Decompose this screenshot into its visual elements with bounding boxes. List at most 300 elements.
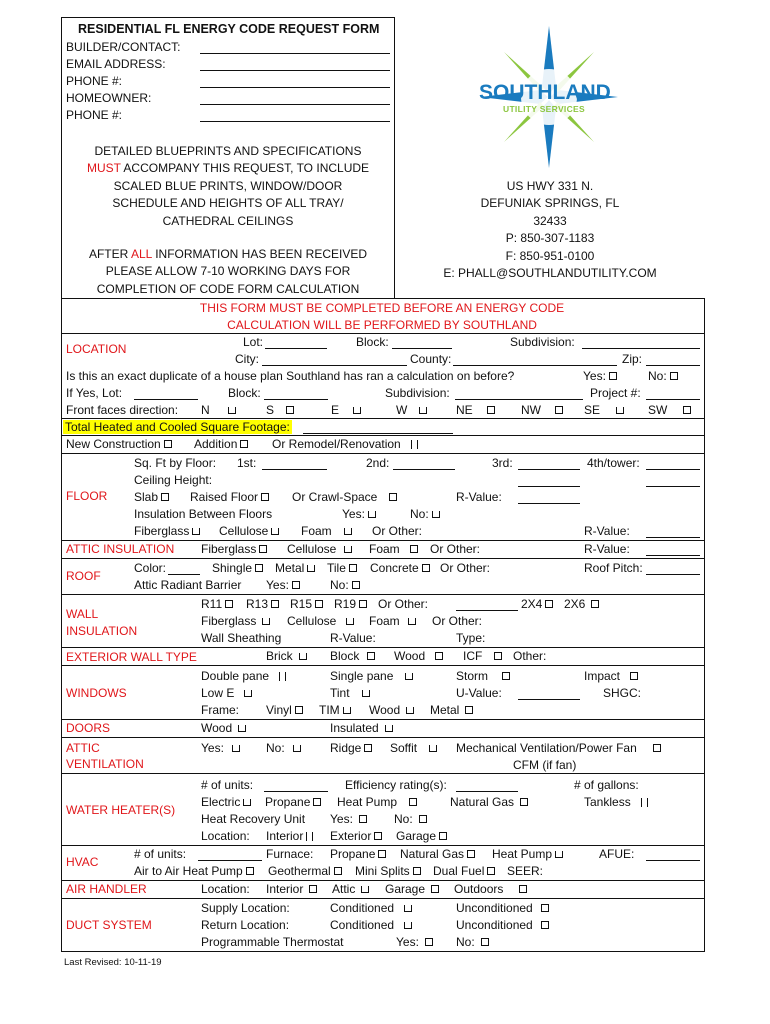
ext-wood[interactable]: Wood xyxy=(394,649,443,663)
divider xyxy=(61,773,705,774)
attic-ventilation-label: ATTIC VENTILATION xyxy=(66,741,144,771)
checkbox-icon[interactable] xyxy=(487,406,495,414)
hvac-geothermal[interactable]: Geothermal xyxy=(268,864,342,878)
wh-location-label: Location: xyxy=(201,829,250,843)
checkbox-icon[interactable] xyxy=(502,672,510,680)
hvac-label: HVAC xyxy=(66,855,99,869)
divider xyxy=(61,418,705,419)
logo-wordmark: SOUTHLAND xyxy=(479,81,611,104)
hvac-afue-field[interactable] xyxy=(646,847,700,861)
vent-cfm-label: CFM (if fan) xyxy=(513,758,577,772)
duct-supply-unconditioned[interactable]: Unconditioned xyxy=(456,901,549,915)
checkbox-icon[interactable] xyxy=(359,815,367,823)
dir-w[interactable]: W xyxy=(396,403,427,417)
attic-cellulose[interactable]: Cellulose xyxy=(287,542,352,556)
checkbox-icon[interactable] xyxy=(225,600,233,608)
checkbox-icon[interactable] xyxy=(683,406,691,414)
slab-option[interactable]: Slab xyxy=(134,490,169,504)
win-single[interactable]: Single pane xyxy=(330,669,413,683)
checkbox-icon[interactable] xyxy=(439,832,447,840)
duct-supply-conditioned[interactable]: Conditioned xyxy=(330,901,412,915)
wall-foam[interactable]: Foam xyxy=(369,614,416,628)
checkbox-icon[interactable] xyxy=(344,528,352,535)
win-vinyl[interactable]: Vinyl xyxy=(266,703,303,717)
attic-rvalue-label: R-Value: xyxy=(584,542,630,556)
checkbox-icon[interactable] xyxy=(361,886,369,893)
hvac-dual-fuel[interactable]: Dual Fuel xyxy=(433,864,495,878)
floor-other-label: Or Other: xyxy=(372,524,423,538)
subdivision-field[interactable] xyxy=(582,335,700,349)
wh-units-field[interactable] xyxy=(264,778,328,792)
checkbox-icon[interactable] xyxy=(591,600,599,608)
checkbox-icon[interactable] xyxy=(299,653,307,660)
remodel-option[interactable]: Or Remodel/Renovation xyxy=(272,437,418,451)
wall-type-label: Type: xyxy=(456,631,486,645)
checkbox-icon[interactable] xyxy=(404,905,412,912)
checkbox-icon[interactable] xyxy=(246,867,254,875)
checkbox-icon[interactable] xyxy=(367,652,375,660)
checkbox-icon[interactable] xyxy=(520,798,528,806)
third-floor-label: 3rd: xyxy=(492,456,513,470)
checkbox-icon[interactable] xyxy=(309,885,317,893)
checkbox-icon[interactable] xyxy=(293,745,301,752)
zip-label: Zip: xyxy=(622,352,643,366)
checkbox-icon[interactable] xyxy=(435,652,443,660)
wall-r19[interactable]: R19 xyxy=(334,597,367,611)
duct-return-conditioned[interactable]: Conditioned xyxy=(330,918,412,932)
ceiling-height-field-2[interactable] xyxy=(646,473,700,487)
hvac-units-label: # of units: xyxy=(134,847,187,861)
air-handler-label: AIR HANDLER xyxy=(66,882,147,896)
roof-label: ROOF xyxy=(66,569,101,583)
wh-electric[interactable]: Electric xyxy=(201,795,251,809)
door-insulated[interactable]: Insulated xyxy=(330,721,393,735)
duct-supply-label: Supply Location: xyxy=(201,901,290,915)
hvac-units-field[interactable] xyxy=(198,847,262,861)
first-floor-field[interactable] xyxy=(262,456,327,470)
vent-yes[interactable]: Yes: xyxy=(201,741,240,755)
win-uvalue-field[interactable] xyxy=(518,686,580,700)
roof-color-field[interactable] xyxy=(168,561,200,575)
doors-label: DOORS xyxy=(66,721,111,735)
builder-contact-field[interactable] xyxy=(200,40,390,54)
checkbox-icon[interactable] xyxy=(292,581,300,589)
sqft-by-floor-label: Sq. Ft by Floor: xyxy=(134,456,217,470)
homeowner-field[interactable] xyxy=(200,91,390,105)
hvac-air-to-air[interactable]: Air to Air Heat Pump xyxy=(134,864,254,878)
wh-recovery-yes[interactable]: Yes: xyxy=(330,812,367,826)
windows-label: WINDOWS xyxy=(66,686,127,700)
checkbox-icon[interactable] xyxy=(271,528,279,535)
checkbox-icon[interactable] xyxy=(616,407,624,414)
last-revised: Last Revised: 10-11-19 xyxy=(64,957,162,968)
new-construction-option[interactable]: New Construction xyxy=(66,437,172,451)
dir-n[interactable]: N xyxy=(201,403,236,417)
ceiling-height-field-1[interactable] xyxy=(518,473,580,487)
attic-insulation-label: ATTIC INSULATION xyxy=(66,542,175,556)
divider xyxy=(61,880,705,881)
checkbox-icon[interactable] xyxy=(286,406,294,414)
checkbox-icon[interactable] xyxy=(374,832,382,840)
checkbox-icon[interactable] xyxy=(279,672,286,681)
if-yes-lot-label: If Yes, Lot: xyxy=(66,386,123,400)
checkbox-icon[interactable] xyxy=(670,372,678,380)
checkbox-icon[interactable] xyxy=(467,850,475,858)
wh-natural-gas[interactable]: Natural Gas xyxy=(450,795,528,809)
ext-block[interactable]: Block xyxy=(330,649,375,663)
hvac-seer-label: SEER: xyxy=(507,864,544,878)
roof-other-label: Or Other: xyxy=(440,561,491,575)
checkbox-icon[interactable] xyxy=(362,690,370,697)
phone-label: PHONE #: xyxy=(66,74,123,88)
duplicate-question: Is this an exact duplicate of a house plan Southland has ran a calculation on before? xyxy=(66,369,515,383)
wh-heat-pump[interactable]: Heat Pump xyxy=(337,795,417,809)
if-yes-lot-field[interactable] xyxy=(134,386,198,400)
roof-tile[interactable]: Tile xyxy=(327,561,357,575)
logo-tagline: UTILITY SERVICES xyxy=(503,104,585,114)
vent-soffit[interactable]: Soffit xyxy=(390,741,437,755)
win-double[interactable]: Double pane xyxy=(201,669,286,683)
checkbox-icon[interactable] xyxy=(411,440,418,449)
ext-other-label: Other: xyxy=(513,649,547,663)
roof-color-label: Color: xyxy=(134,561,167,575)
duplicate-no[interactable]: No: xyxy=(648,369,678,383)
dir-e[interactable]: E xyxy=(331,403,361,417)
lot-label: Lot: xyxy=(243,335,264,349)
ah-garage[interactable]: Garage xyxy=(385,882,439,896)
attic-other-label: Or Other: xyxy=(430,542,481,556)
thermostat-label: Programmable Thermostat xyxy=(201,935,344,949)
checkbox-icon[interactable] xyxy=(410,545,418,553)
wh-exterior[interactable]: Exterior xyxy=(330,829,382,843)
wh-garage[interactable]: Garage xyxy=(396,829,447,843)
checkbox-icon[interactable] xyxy=(161,493,169,501)
win-frame-label: Frame: xyxy=(201,703,240,717)
wall-r11[interactable]: R11 xyxy=(201,597,233,611)
water-heater-label: WATER HEATER(S) xyxy=(66,803,176,817)
total-sqft-field[interactable] xyxy=(303,420,453,434)
dir-nw[interactable]: NW xyxy=(521,403,563,417)
checkbox-icon[interactable] xyxy=(313,798,321,806)
checkbox-icon[interactable] xyxy=(271,600,279,608)
wh-tankless[interactable]: Tankless xyxy=(584,795,648,809)
floor-foam[interactable]: Foam xyxy=(301,524,352,538)
checkbox-icon[interactable] xyxy=(487,867,495,875)
if-yes-block-field[interactable] xyxy=(264,386,328,400)
lot-field[interactable] xyxy=(265,335,327,349)
checkbox-icon[interactable] xyxy=(232,745,240,752)
wall-fiberglass[interactable]: Fiberglass xyxy=(201,614,270,628)
duct-return-unconditioned[interactable]: Unconditioned xyxy=(456,918,549,932)
checkbox-icon[interactable] xyxy=(164,440,172,448)
checkbox-icon[interactable] xyxy=(346,618,354,625)
radiant-no[interactable]: No: xyxy=(330,578,360,592)
divider xyxy=(61,665,705,666)
win-wood[interactable]: Wood xyxy=(369,703,414,717)
fourth-floor-field[interactable] xyxy=(646,456,700,470)
roof-metal[interactable]: Metal xyxy=(275,561,315,575)
divider xyxy=(61,540,705,541)
wall-r15[interactable]: R15 xyxy=(290,597,323,611)
win-shgc-label: SHGC: xyxy=(603,686,642,700)
roof-concrete[interactable]: Concrete xyxy=(370,561,430,575)
win-uvalue-label: U-Value: xyxy=(456,686,502,700)
door-wood[interactable]: Wood xyxy=(201,721,246,735)
checkbox-icon[interactable] xyxy=(192,528,200,535)
checkbox-icon[interactable] xyxy=(261,493,269,501)
checkbox-icon[interactable] xyxy=(259,545,267,553)
thermostat-no[interactable]: No: xyxy=(456,935,489,949)
block-label: Block: xyxy=(356,335,389,349)
roof-pitch-label: Roof Pitch: xyxy=(584,561,643,575)
homeowner-phone-field[interactable] xyxy=(200,108,390,122)
wall-other-field[interactable] xyxy=(456,597,518,611)
wh-propane[interactable]: Propane xyxy=(265,795,321,809)
ceiling-height-label: Ceiling Height: xyxy=(134,473,213,487)
hvac-mini-splits[interactable]: Mini Splits xyxy=(355,864,421,878)
total-sqft-label: Total Heated and Cooled Square Footage: xyxy=(65,420,290,434)
vent-mechanical[interactable]: Mechanical Ventilation/Power Fan xyxy=(456,741,661,755)
dir-ne[interactable]: NE xyxy=(456,403,495,417)
divider xyxy=(61,558,705,559)
checkbox-icon[interactable] xyxy=(405,673,413,680)
checkbox-icon[interactable] xyxy=(555,851,563,858)
homeowner-label: HOMEOWNER: xyxy=(66,91,152,105)
checkbox-icon[interactable] xyxy=(228,407,236,414)
wall-other2-label: Or Other: xyxy=(432,614,483,628)
checkbox-icon[interactable] xyxy=(419,815,427,823)
city-label: City: xyxy=(235,352,259,366)
checkbox-icon[interactable] xyxy=(389,493,397,501)
divider xyxy=(61,333,705,334)
checkbox-icon[interactable] xyxy=(429,745,437,752)
win-tim[interactable]: TIM xyxy=(319,703,351,717)
email-field[interactable] xyxy=(200,57,390,71)
checkbox-icon[interactable] xyxy=(352,581,360,589)
insulation-between-yes[interactable]: Yes: xyxy=(342,507,376,521)
win-lowe[interactable]: Low E xyxy=(201,686,252,700)
checkbox-icon[interactable] xyxy=(343,707,351,714)
dir-sw[interactable]: SW xyxy=(648,403,691,417)
front-faces-label: Front faces direction: xyxy=(66,403,179,417)
notice-text: THIS FORM MUST BE COMPLETED BEFORE AN ENERGY CODE CALCULATION WILL BE PERFORMED BY SOUTHLAND xyxy=(199,301,565,332)
wh-units-label: # of units: xyxy=(201,778,254,792)
ah-interior[interactable]: Interior xyxy=(266,882,317,896)
checkbox-icon[interactable] xyxy=(555,406,563,414)
hvac-afue-label: AFUE: xyxy=(599,847,635,861)
win-storm[interactable]: Storm xyxy=(456,669,510,683)
checkbox-icon[interactable] xyxy=(431,885,439,893)
exterior-wall-label: EXTERIOR WALL TYPE xyxy=(66,650,197,664)
attic-rvalue-field[interactable] xyxy=(646,542,700,556)
wh-gallons-label: # of gallons: xyxy=(574,778,639,792)
first-floor-label: 1st: xyxy=(237,456,257,470)
wall-r13[interactable]: R13 xyxy=(246,597,279,611)
checkbox-icon[interactable] xyxy=(413,867,421,875)
wall-insulation-label: WALL INSULATION xyxy=(66,607,138,638)
wall-rvalue-label: R-Value: xyxy=(330,631,376,645)
divider xyxy=(61,647,705,648)
if-yes-block-label: Block: xyxy=(228,386,261,400)
dir-se[interactable]: SE xyxy=(584,403,624,417)
insulation-between-label: Insulation Between Floors xyxy=(134,507,273,521)
checkbox-icon[interactable] xyxy=(494,652,502,660)
ah-location-label: Location: xyxy=(201,882,250,896)
vent-no[interactable]: No: xyxy=(266,741,301,755)
hvac-natural-gas[interactable]: Natural Gas xyxy=(400,847,475,861)
checkbox-icon[interactable] xyxy=(432,511,440,518)
attic-foam[interactable]: Foam xyxy=(369,542,418,556)
roof-shingle[interactable]: Shingle xyxy=(212,561,263,575)
divider xyxy=(61,898,705,899)
checkbox-icon[interactable] xyxy=(262,618,270,625)
ext-brick[interactable]: Brick xyxy=(266,649,307,663)
checkbox-icon[interactable] xyxy=(378,850,386,858)
checkbox-icon[interactable] xyxy=(404,922,412,929)
win-metal[interactable]: Metal xyxy=(430,703,473,717)
city-field[interactable] xyxy=(262,352,407,366)
divider xyxy=(61,435,705,436)
checkbox-icon[interactable] xyxy=(385,725,393,732)
email-label: EMAIL ADDRESS: xyxy=(66,57,166,71)
ah-outdoors[interactable]: Outdoors xyxy=(454,882,527,896)
zip-field[interactable] xyxy=(646,352,700,366)
checkbox-icon[interactable] xyxy=(408,618,416,625)
wall-2x6[interactable]: 2X6 xyxy=(564,597,599,611)
form-title: RESIDENTIAL FL ENERGY CODE REQUEST FORM xyxy=(78,22,380,36)
wall-2x4[interactable]: 2X4 xyxy=(521,597,553,611)
checkbox-icon[interactable] xyxy=(609,372,617,380)
checkbox-icon[interactable] xyxy=(238,725,246,732)
crawl-space-option[interactable]: Or Crawl-Space xyxy=(292,490,397,504)
phone-field[interactable] xyxy=(200,74,390,88)
checkbox-icon[interactable] xyxy=(406,707,414,714)
subdivision-label: Subdivision: xyxy=(510,335,575,349)
insulation-between-no[interactable]: No: xyxy=(410,507,440,521)
wh-interior[interactable]: Interior xyxy=(266,829,313,843)
block-field[interactable] xyxy=(392,335,452,349)
instructions-block: DETAILED BLUEPRINTS AND SPECIFICATIONS MUST ACCOMPANY THIS REQUEST, TO INCLUDE SCALED BLUE PRINTS, WINDOW/DOOR SCHEDULE AND HEIGHTS OF ALL TRAY/ CATHEDRAL CEILINGS xyxy=(86,144,370,228)
floor-fiberglass[interactable]: Fiberglass xyxy=(134,524,200,538)
county-field[interactable] xyxy=(453,352,617,366)
if-yes-subdivision-label: Subdivision: xyxy=(385,386,450,400)
checkbox-icon[interactable] xyxy=(368,511,376,518)
checkbox-icon[interactable] xyxy=(244,690,252,697)
second-floor-field[interactable] xyxy=(393,456,455,470)
checkbox-icon[interactable] xyxy=(344,546,352,553)
divider xyxy=(61,737,705,738)
checkbox-icon[interactable] xyxy=(307,565,315,572)
ah-attic[interactable]: Attic xyxy=(332,882,369,896)
third-floor-field[interactable] xyxy=(518,456,580,470)
checkbox-icon[interactable] xyxy=(641,798,648,807)
divider xyxy=(61,453,705,454)
checkbox-icon[interactable] xyxy=(541,904,549,912)
wall-cellulose[interactable]: Cellulose xyxy=(287,614,354,628)
wall-sheathing-label: Wall Sheathing xyxy=(201,631,282,645)
win-tint[interactable]: Tint xyxy=(330,686,370,700)
checkbox-icon[interactable] xyxy=(315,600,323,608)
location-label: LOCATION xyxy=(66,342,127,356)
checkbox-icon[interactable] xyxy=(465,706,473,714)
radiant-yes[interactable]: Yes: xyxy=(266,578,300,592)
processing-notice: AFTER ALL INFORMATION HAS BEEN RECEIVED PLEASE ALLOW 7-10 WORKING DAYS FOR COMPLETION OF CODE FORM CALCULATION xyxy=(88,247,368,296)
roof-pitch-field[interactable] xyxy=(646,561,700,575)
second-floor-label: 2nd: xyxy=(366,456,390,470)
wall-other-label: Or Other: xyxy=(378,597,429,611)
checkbox-icon[interactable] xyxy=(409,798,417,806)
project-label: Project #: xyxy=(590,386,641,400)
checkbox-icon[interactable] xyxy=(419,407,427,414)
checkbox-icon[interactable] xyxy=(243,799,251,806)
checkbox-icon[interactable] xyxy=(653,744,661,752)
floor-label: FLOOR xyxy=(66,489,108,503)
floor-rvalue-label: R-Value: xyxy=(456,490,502,504)
checkbox-icon[interactable] xyxy=(306,832,313,841)
divider xyxy=(61,845,705,846)
addition-option[interactable]: Addition xyxy=(194,437,248,451)
builder-contact-label: BUILDER/CONTACT: xyxy=(66,40,181,54)
floor-rvalue2-field[interactable] xyxy=(646,524,700,538)
wh-efficiency-field[interactable] xyxy=(456,778,518,792)
checkbox-icon[interactable] xyxy=(349,564,357,572)
dir-s[interactable]: S xyxy=(266,403,294,417)
wh-recovery-no[interactable]: No: xyxy=(394,812,427,826)
duct-system-label: DUCT SYSTEM xyxy=(66,918,152,932)
checkbox-icon[interactable] xyxy=(481,938,489,946)
checkbox-icon[interactable] xyxy=(353,407,361,414)
radiant-barrier-label: Attic Radiant Barrier xyxy=(134,578,242,592)
checkbox-icon[interactable] xyxy=(519,885,527,893)
raised-floor-option[interactable]: Raised Floor xyxy=(190,490,269,504)
win-impact[interactable]: Impact xyxy=(584,669,638,683)
hvac-furnace-label: Furnace: xyxy=(266,847,314,861)
divider xyxy=(61,594,705,595)
checkbox-icon[interactable] xyxy=(422,564,430,572)
duct-return-label: Return Location: xyxy=(201,918,290,932)
wh-efficiency-label: Efficiency rating(s): xyxy=(345,778,447,792)
vent-ridge[interactable]: Ridge xyxy=(330,741,372,755)
company-address: US HWY 331 N. DEFUNIAK SPRINGS, FL 32433 P: 850-307-1183 F: 850-951-0100 E: PHALL@SOUTHLANDUTILITY.COM xyxy=(443,179,657,281)
duplicate-yes[interactable]: Yes: xyxy=(583,369,617,383)
wh-recovery-label: Heat Recovery Unit xyxy=(201,812,306,826)
ext-icf[interactable]: ICF xyxy=(463,649,502,663)
floor-rvalue2-label: R-Value: xyxy=(584,524,630,538)
homeowner-phone-label: PHONE #: xyxy=(66,108,123,122)
fourth-floor-label: 4th/tower: xyxy=(587,456,640,470)
thermostat-yes[interactable]: Yes: xyxy=(396,935,433,949)
checkbox-icon[interactable] xyxy=(545,600,553,608)
checkbox-icon[interactable] xyxy=(255,564,263,572)
floor-rvalue-field[interactable] xyxy=(518,490,580,504)
project-field[interactable] xyxy=(646,386,700,400)
checkbox-icon[interactable] xyxy=(359,600,367,608)
checkbox-icon[interactable] xyxy=(240,440,248,448)
attic-fiberglass[interactable]: Fiberglass xyxy=(201,542,267,556)
checkbox-icon[interactable] xyxy=(295,706,303,714)
checkbox-icon[interactable] xyxy=(425,938,433,946)
checkbox-icon[interactable] xyxy=(541,921,549,929)
floor-cellulose[interactable]: Cellulose xyxy=(219,524,279,538)
if-yes-subdivision-field[interactable] xyxy=(455,386,583,400)
hvac-propane[interactable]: Propane xyxy=(330,847,386,861)
hvac-heat-pump[interactable]: Heat Pump xyxy=(492,847,563,861)
county-label: County: xyxy=(410,352,452,366)
divider xyxy=(61,719,705,720)
checkbox-icon[interactable] xyxy=(364,744,372,752)
checkbox-icon[interactable] xyxy=(630,672,638,680)
checkbox-icon[interactable] xyxy=(334,867,342,875)
